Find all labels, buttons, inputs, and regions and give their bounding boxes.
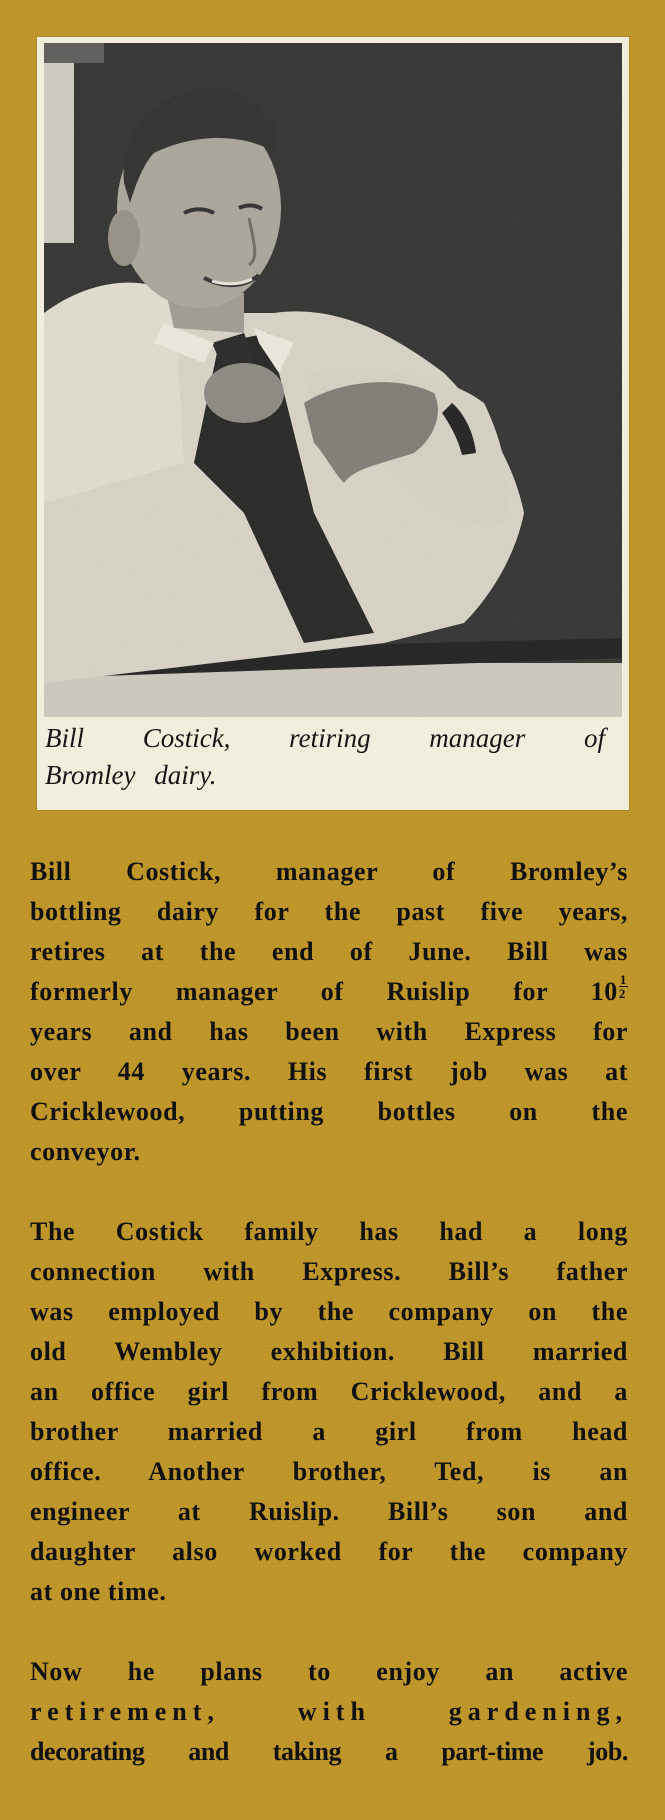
portrait-photo — [44, 43, 622, 717]
portrait-illustration — [44, 43, 622, 717]
text-line: over 44 years. His first job was at — [30, 1057, 628, 1086]
text-line: conveyor. — [30, 1137, 141, 1166]
text-line: at one time. — [30, 1577, 167, 1606]
text-line: office. Another brother, Ted, is an — [30, 1457, 628, 1486]
text-line: Bill Costick, manager of Bromley’s — [30, 857, 628, 886]
paragraph-3 — [30, 1652, 628, 1772]
text-line: Cricklewood, putting bottles on the — [30, 1097, 628, 1126]
text-line: was employed by the company on the — [30, 1297, 628, 1326]
fraction-one-half — [619, 973, 628, 1000]
text-line: brother married a girl from head — [30, 1417, 628, 1446]
caption-line-1: Bill Costick, retiring manager of — [45, 723, 605, 753]
text-fragment: formerly manager of Ruislip for 10 — [30, 977, 618, 1006]
photo-card — [37, 37, 629, 810]
text-line: years and has been with Express for — [30, 1017, 628, 1046]
text-line: connection with Express. Bill’s father — [30, 1257, 628, 1286]
text-line-with-fraction — [30, 972, 628, 1012]
paragraph-2 — [30, 1212, 628, 1612]
text-line: an office girl from Cricklewood, and a — [30, 1377, 628, 1406]
text-line: old Wembley exhibition. Bill married — [30, 1337, 628, 1366]
text-line: daughter also worked for the company — [30, 1537, 628, 1566]
caption-line-2: Bromley dairy. — [45, 760, 217, 790]
text-line: engineer at Ruislip. Bill’s son and — [30, 1497, 628, 1526]
fraction-numerator: 1 — [619, 972, 627, 987]
text-line: retirement, with gardening, — [30, 1697, 628, 1726]
text-line: retires at the end of June. Bill was — [30, 937, 628, 966]
text-line: decorating and taking a part-time job. — [30, 1737, 628, 1766]
fraction-denominator: 2 — [618, 986, 626, 1001]
photo-caption — [45, 720, 605, 794]
text-line: Now he plans to enjoy an active — [30, 1657, 628, 1686]
text-line: bottling dairy for the past five years, — [30, 897, 628, 926]
paragraph-1 — [30, 852, 628, 1172]
text-line: The Costick family has had a long — [30, 1217, 628, 1246]
article-body — [30, 852, 628, 1812]
